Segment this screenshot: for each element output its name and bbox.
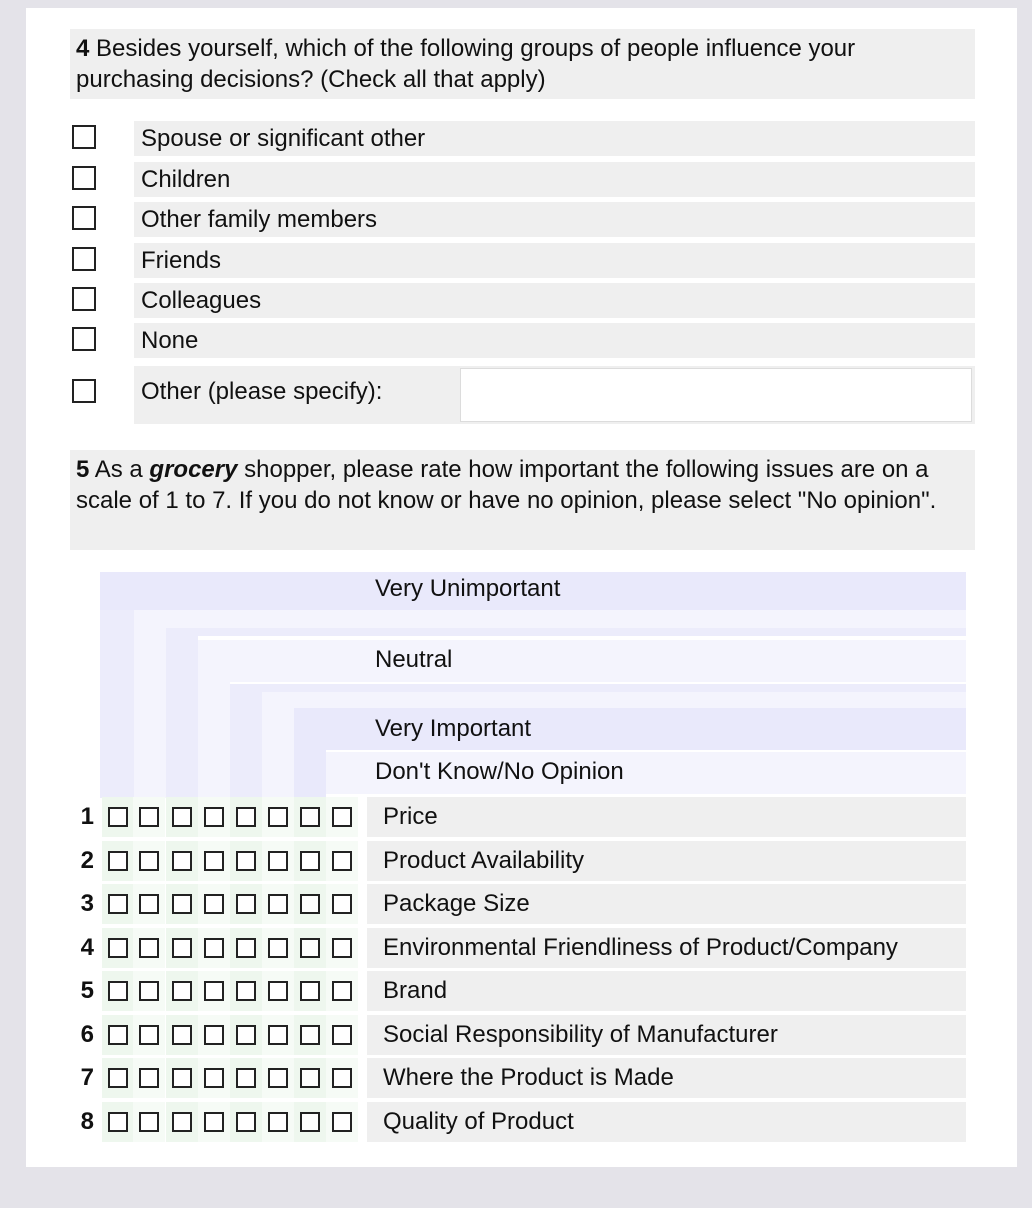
row-label: Product Availability <box>367 841 966 881</box>
rating-checkbox[interactable] <box>332 938 352 958</box>
row-number: 4 <box>80 933 94 961</box>
option-label: Friends <box>141 247 222 274</box>
row-number: 8 <box>80 1107 94 1135</box>
rating-checkbox[interactable] <box>204 1112 224 1132</box>
rating-checkbox[interactable] <box>268 894 288 914</box>
rating-checkbox[interactable] <box>172 938 192 958</box>
option-label: Spouse or significant other <box>141 125 426 152</box>
row-number: 3 <box>80 890 94 917</box>
option-checkbox[interactable] <box>72 166 96 190</box>
rating-checkbox[interactable] <box>268 851 288 871</box>
scale-band <box>262 692 966 708</box>
scale-band <box>166 636 198 798</box>
row-number: 2 <box>80 846 94 874</box>
rating-checkbox[interactable] <box>300 1068 320 1088</box>
rating-checkbox[interactable] <box>108 851 128 871</box>
rating-checkbox[interactable] <box>204 851 224 871</box>
rating-checkbox[interactable] <box>332 894 352 914</box>
row-number: 6 <box>80 1020 94 1048</box>
row-number: 7 <box>80 1064 94 1091</box>
rating-checkbox[interactable] <box>139 851 159 871</box>
rating-checkbox[interactable] <box>236 1025 256 1045</box>
option-row <box>134 121 975 156</box>
rating-checkbox[interactable] <box>300 1112 320 1132</box>
row-label: Quality of Product <box>367 1102 966 1142</box>
option-other-label: Other (please specify): <box>141 378 383 405</box>
rating-checkbox[interactable] <box>268 1068 288 1088</box>
rating-checkbox[interactable] <box>172 1112 192 1132</box>
question-5-heading <box>70 450 975 550</box>
rating-checkbox[interactable] <box>139 981 159 1001</box>
rating-checkbox[interactable] <box>300 851 320 871</box>
rating-checkbox[interactable] <box>172 1025 192 1045</box>
other-specify-input[interactable] <box>460 368 972 422</box>
rating-checkbox[interactable] <box>236 894 256 914</box>
rating-checkbox[interactable] <box>300 938 320 958</box>
rating-checkbox[interactable] <box>139 1068 159 1088</box>
rating-checkbox[interactable] <box>108 981 128 1001</box>
rating-checkbox[interactable] <box>139 807 159 827</box>
scale-band <box>262 708 294 798</box>
rating-checkbox[interactable] <box>236 1068 256 1088</box>
option-row <box>134 202 975 237</box>
scale-band <box>198 682 230 798</box>
rating-checkbox[interactable] <box>332 1112 352 1132</box>
scale-label-no-opinion: Don't Know/No Opinion <box>375 758 624 785</box>
row-label: Environmental Friendliness of Product/Company <box>367 928 966 968</box>
rating-checkbox[interactable] <box>236 851 256 871</box>
rating-checkbox[interactable] <box>108 1068 128 1088</box>
rating-checkbox[interactable] <box>139 1025 159 1045</box>
question-number: 5 <box>76 456 90 483</box>
rating-checkbox[interactable] <box>172 981 192 1001</box>
option-checkbox[interactable] <box>72 247 96 271</box>
option-row <box>134 243 975 278</box>
rating-checkbox[interactable] <box>204 1068 224 1088</box>
rating-checkbox[interactable] <box>172 851 192 871</box>
rating-checkbox[interactable] <box>108 894 128 914</box>
rating-checkbox[interactable] <box>332 1025 352 1045</box>
scale-band <box>294 750 326 798</box>
scale-label-very-unimportant: Very Unimportant <box>375 575 561 602</box>
rating-checkbox[interactable] <box>268 807 288 827</box>
scale-label-neutral: Neutral <box>375 646 453 673</box>
rating-checkbox[interactable] <box>172 894 192 914</box>
option-checkbox[interactable] <box>72 327 96 351</box>
rating-checkbox[interactable] <box>236 938 256 958</box>
option-label: None <box>141 327 199 354</box>
rating-checkbox[interactable] <box>204 938 224 958</box>
row-label: Social Responsibility of Manufacturer <box>367 1015 966 1055</box>
row-label: Where the Product is Made <box>367 1058 966 1098</box>
rating-checkbox[interactable] <box>139 1112 159 1132</box>
rating-checkbox[interactable] <box>268 1025 288 1045</box>
row-number: 5 <box>80 977 94 1004</box>
row-number: 1 <box>80 803 94 830</box>
rating-checkbox[interactable] <box>204 981 224 1001</box>
scale-label-very-important: Very Important <box>375 715 532 742</box>
option-checkbox-other[interactable] <box>72 379 96 403</box>
option-row <box>134 162 975 197</box>
scale-band <box>166 628 966 636</box>
scale-band <box>100 610 134 798</box>
row-label: Price <box>367 797 966 837</box>
rating-checkbox[interactable] <box>204 807 224 827</box>
rating-checkbox[interactable] <box>268 938 288 958</box>
option-checkbox[interactable] <box>72 206 96 230</box>
rating-checkbox[interactable] <box>172 807 192 827</box>
scale-band <box>230 684 966 692</box>
rating-checkbox[interactable] <box>236 1112 256 1132</box>
rating-checkbox[interactable] <box>108 1112 128 1132</box>
rating-checkbox[interactable] <box>108 938 128 958</box>
rating-checkbox[interactable] <box>300 1025 320 1045</box>
rating-checkbox[interactable] <box>268 1112 288 1132</box>
question-text-before: As a <box>89 456 150 483</box>
option-checkbox[interactable] <box>72 125 96 149</box>
rating-checkbox[interactable] <box>236 981 256 1001</box>
scale-band <box>134 610 166 798</box>
option-label: Children <box>141 166 231 193</box>
rating-checkbox[interactable] <box>332 807 352 827</box>
rating-checkbox[interactable] <box>204 1025 224 1045</box>
rating-checkbox[interactable] <box>332 851 352 871</box>
rating-checkbox[interactable] <box>332 1068 352 1088</box>
rating-checkbox[interactable] <box>332 981 352 1001</box>
rating-checkbox[interactable] <box>300 807 320 827</box>
rating-checkbox[interactable] <box>172 1068 192 1088</box>
rating-checkbox[interactable] <box>236 807 256 827</box>
scale-band <box>230 692 262 798</box>
option-row <box>134 283 975 318</box>
rating-checkbox[interactable] <box>139 894 159 914</box>
rating-checkbox[interactable] <box>108 807 128 827</box>
scale-band <box>134 610 966 628</box>
row-label: Brand <box>367 971 966 1011</box>
option-label: Colleagues <box>141 287 262 314</box>
rating-checkbox[interactable] <box>268 981 288 1001</box>
option-row <box>134 323 975 358</box>
rating-checkbox[interactable] <box>139 938 159 958</box>
question-number: 4 <box>76 35 90 62</box>
rating-checkbox[interactable] <box>300 894 320 914</box>
rating-checkbox[interactable] <box>204 894 224 914</box>
rating-checkbox[interactable] <box>300 981 320 1001</box>
question-text-after: shopper, please rate how important the following issues are on a scale of 1 to 7. If you do not know or have no opinion, please select "No opinion". <box>76 456 937 514</box>
question-4-heading <box>70 29 975 99</box>
rating-checkbox[interactable] <box>108 1025 128 1045</box>
question-emphasis: grocery <box>149 456 238 483</box>
question-text: Besides yourself, which of the following groups of people influence your purchasing decisions? (Check all that apply) <box>76 35 856 93</box>
row-label: Package Size <box>367 884 966 924</box>
option-label: Other family members <box>141 206 378 233</box>
option-checkbox[interactable] <box>72 287 96 311</box>
